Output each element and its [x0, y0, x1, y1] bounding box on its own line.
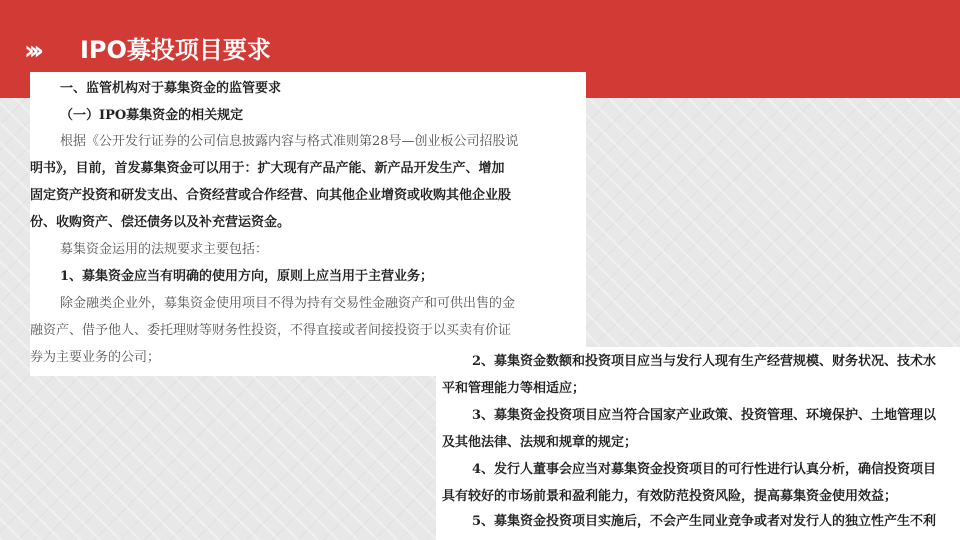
paragraph-line: 融资产、借予他人、委托理财等财务性投资，不得直接或者间接投资于以买卖有价证	[30, 323, 512, 338]
paragraph-line: 募集资金运用的法规要求主要包括：	[60, 242, 269, 257]
paragraph-line: 固定资产投资和研发支出、合资经营或合作经营、向其他企业增资或收购其他企业股	[30, 188, 512, 203]
double-chevron-right-icon: ›››	[24, 36, 39, 66]
paragraph-line: 及其他法律、法规和规章的规定；	[442, 435, 638, 450]
page-title: IPO募投项目要求	[80, 36, 271, 64]
paragraph-line: 平和管理能力等相适应；	[442, 381, 586, 396]
list-item-1: 1、募集资金应当有明确的使用方向，原则上应当用于主营业务；	[60, 269, 434, 284]
document-excerpt-top	[30, 72, 586, 376]
list-item-2: 2、募集资金数额和投资项目应当与发行人现有生产经营规模、财务状况、技术水	[472, 354, 937, 369]
paragraph-line: 根据《公开发行证券的公司信息披露内容与格式准则第28号—创业板公司招股说	[60, 134, 519, 149]
paragraph-line: 具有较好的市场前景和盈利能力，有效防范投资风险，提高募集资金使用效益；	[442, 489, 898, 504]
subheading: （一）IPO募集资金的相关规定	[60, 108, 244, 123]
paragraph-line: 明书》，目前，首发募集资金可以用于：扩大现有产品产能、新产品开发生产、增加	[30, 161, 505, 176]
paragraph-line: 份、收购资产、偿还债务以及补充营运资金。	[30, 215, 291, 230]
list-item-4: 4、发行人董事会应当对募集资金投资项目的可行性进行认真分析，确信投资项目	[472, 462, 937, 477]
paragraph-line: 券为主要业务的公司；	[30, 350, 161, 365]
document-excerpt-bottom	[436, 347, 960, 540]
paragraph-line: 除金融类企业外，募集资金使用项目不得为持有交易性金融资产和可供出售的金	[60, 296, 516, 311]
section-heading: 一、监管机构对于募集资金的监管要求	[60, 81, 282, 96]
list-item-5: 5、募集资金投资项目实施后，不会产生同业竞争或者对发行人的独立性产生不利	[472, 514, 937, 529]
list-item-3: 3、募集资金投资项目应当符合国家产业政策、投资管理、环境保护、土地管理以	[472, 408, 937, 423]
